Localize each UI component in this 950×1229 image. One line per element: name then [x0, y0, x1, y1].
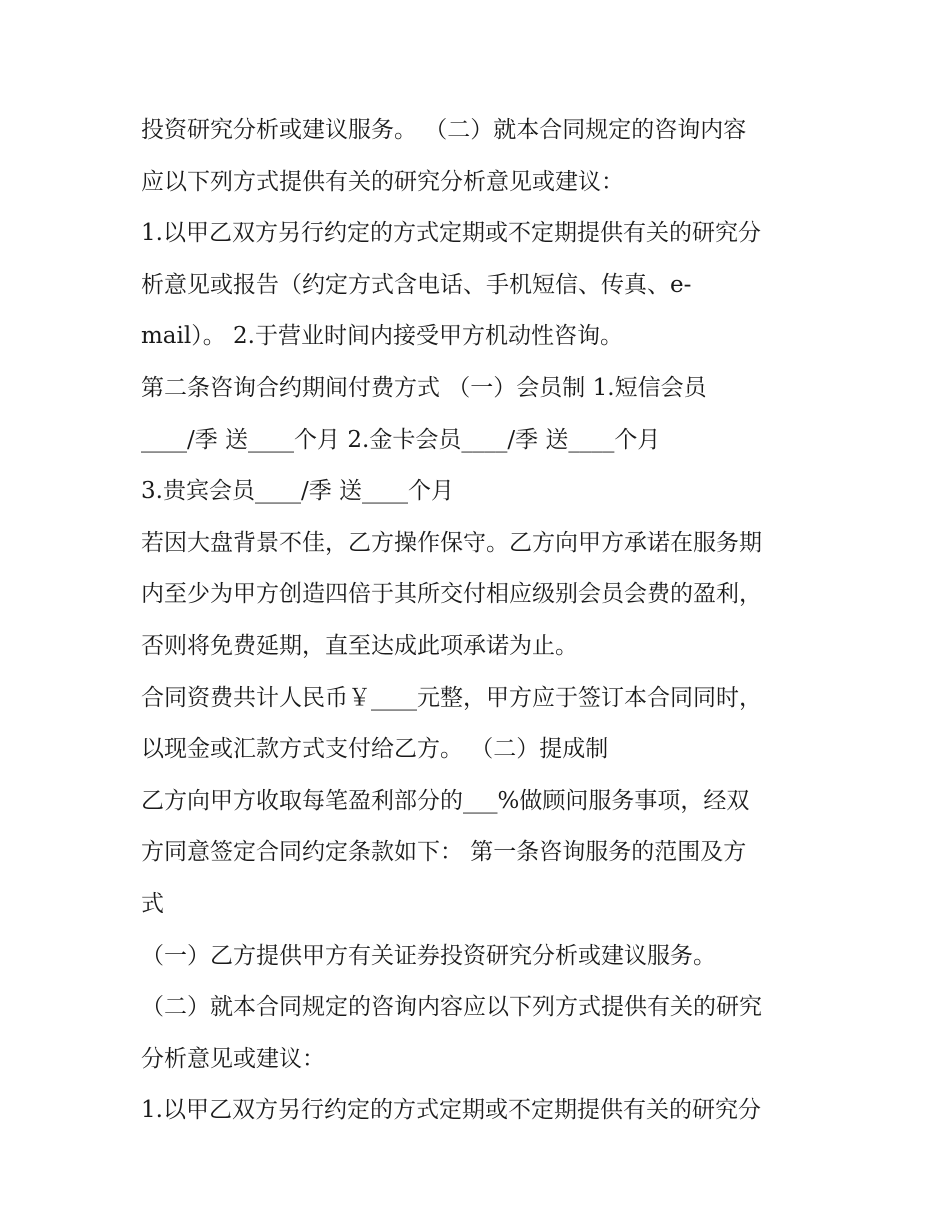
text-line: 合同资费共计人民币￥____元整，甲方应于签订本合同同时，	[141, 684, 762, 711]
document-body	[141, 105, 841, 1137]
text-line: 应以下列方式提供有关的研究分析意见或建议：	[141, 168, 624, 195]
text-line: 方同意签定合同约定条款如下： 第一条咨询服务的范围及方	[141, 839, 747, 866]
text-line: 1.以甲乙双方另行约定的方式定期或不定期提供有关的研究分	[141, 1097, 761, 1124]
text-line: 内至少为甲方创造四倍于其所交付相应级别会员会费的盈利，	[141, 581, 762, 608]
text-line: mail）。 2.于营业时间内接受甲方机动性咨询。	[141, 323, 623, 350]
text-line: 式	[141, 890, 164, 917]
text-line: 第二条咨询合约期间付费方式 （一）会员制 1.短信会员	[141, 374, 707, 401]
text-line: 否则将免费延期，直至达成此项承诺为止。	[141, 632, 578, 659]
text-line: 若因大盘背景不佳，乙方操作保守。乙方向甲方承诺在服务期	[141, 529, 762, 556]
text-line: 分析意见或建议：	[141, 1045, 325, 1072]
text-line: ____/季 送____个月 2.金卡会员____/季 送____个月	[141, 426, 661, 453]
text-line: （一）乙方提供甲方有关证券投资研究分析或建议服务。	[141, 942, 716, 969]
text-line: 3.贵宾会员____/季 送____个月	[141, 478, 455, 505]
text-line: （二）就本合同规定的咨询内容应以下列方式提供有关的研究	[141, 994, 762, 1021]
text-line: 乙方向甲方收取每笔盈利部分的___%做顾问服务事项，经双	[141, 787, 750, 814]
text-line: 以现金或汇款方式支付给乙方。 （二）提成制	[141, 736, 609, 763]
text-line: 1.以甲乙双方另行约定的方式定期或不定期提供有关的研究分	[141, 220, 761, 247]
text-line: 投资研究分析或建议服务。 （二）就本合同规定的咨询内容	[141, 117, 747, 143]
text-line: 析意见或报告（约定方式含电话、手机短信、传真、e-	[141, 271, 692, 298]
